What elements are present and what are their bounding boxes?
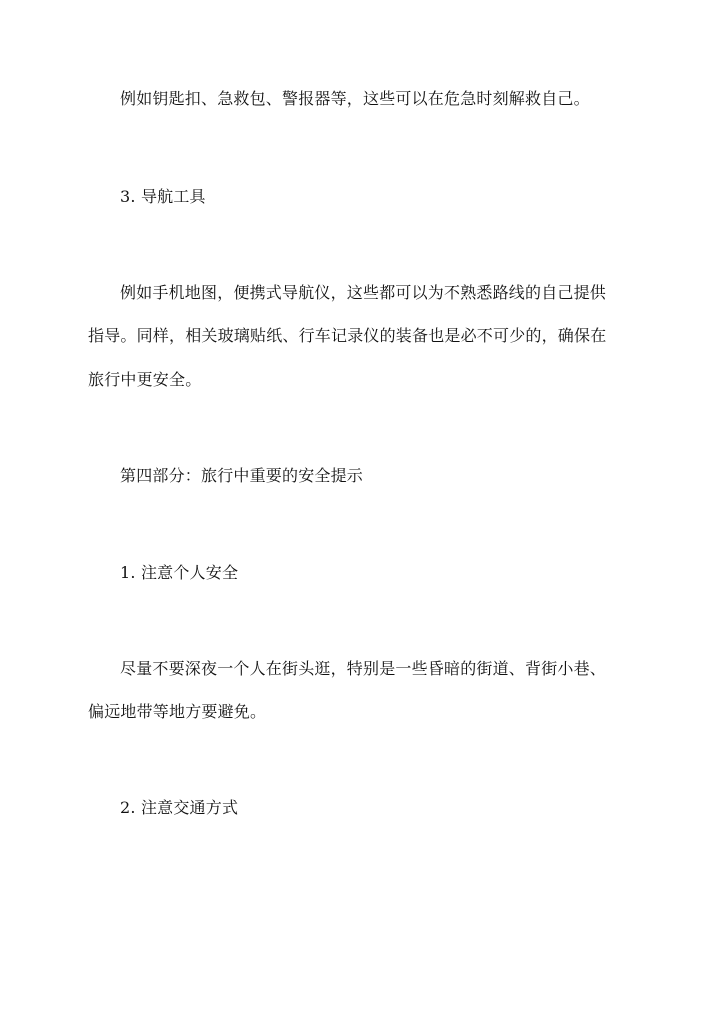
heading-navigation-tools: 3. 导航工具 <box>120 187 206 206</box>
section-four-title: 第四部分：旅行中重要的安全提示 <box>120 466 364 485</box>
heading-personal-safety: 1. 注意个人安全 <box>120 563 239 582</box>
paragraph-navigation-line-2: 指导。同样，相关玻璃贴纸、行车记录仪的装备也是必不可少的，确保在 <box>88 326 607 345</box>
heading-transport: 2. 注意交通方式 <box>120 798 239 817</box>
paragraph-personal-safety-line-2: 偏远地带等地方要避免。 <box>88 702 267 721</box>
paragraph-navigation-line-3: 旅行中更安全。 <box>88 370 202 389</box>
paragraph-personal-safety-line-1: 尽量不要深夜一个人在街头逛，特别是一些昏暗的街道、背街小巷、 <box>120 659 607 678</box>
paragraph-navigation-line-1: 例如手机地图，便携式导航仪，这些都可以为不熟悉路线的自己提供 <box>120 283 607 302</box>
paragraph-emergency-items: 例如钥匙扣、急救包、警报器等，这些可以在危急时刻解救自己。 <box>120 89 590 108</box>
